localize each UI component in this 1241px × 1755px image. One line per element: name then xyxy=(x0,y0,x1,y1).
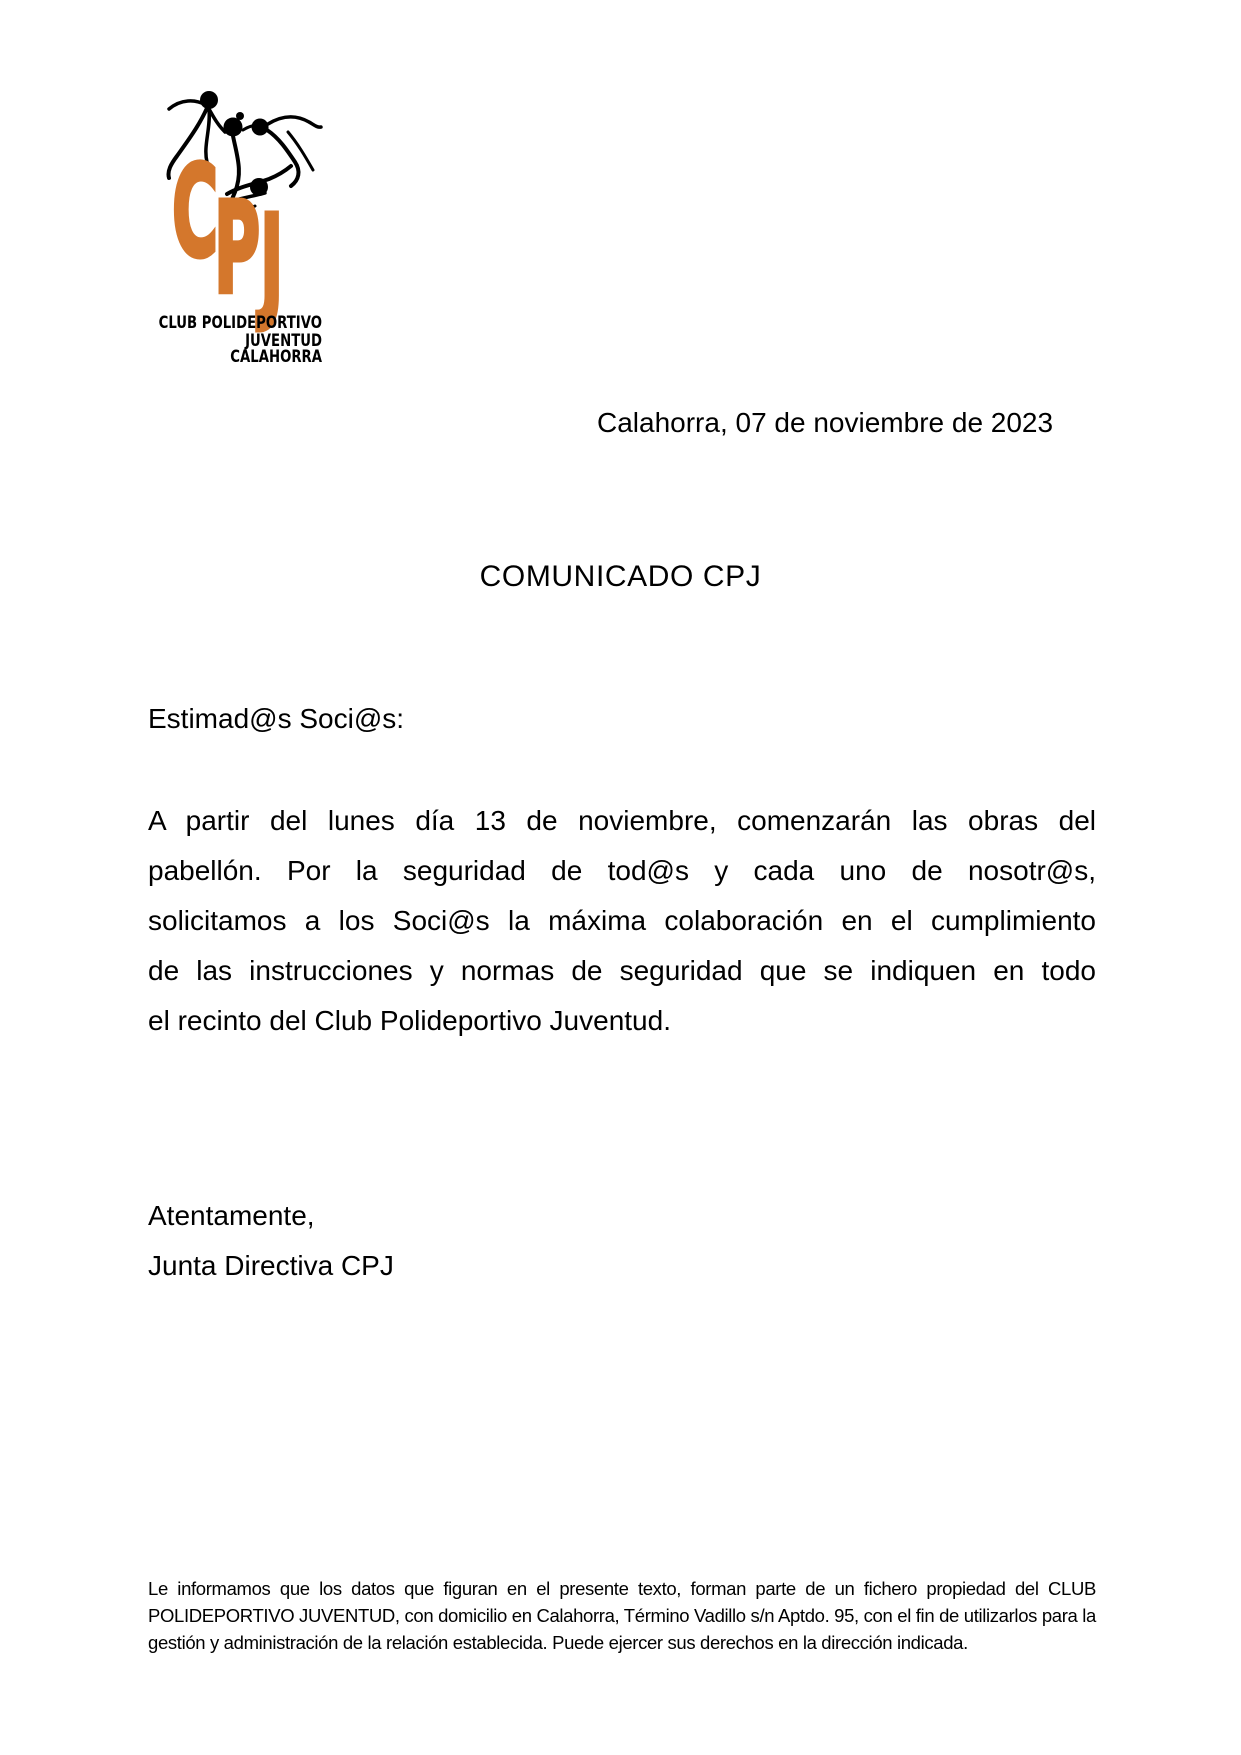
logo-caption-line: JUVENTUD xyxy=(245,330,322,351)
body-paragraph xyxy=(148,796,1096,1046)
body-line: pabellón. Por la seguridad de tod@s y cada uno de nosotr@s, xyxy=(148,855,1096,886)
figure-head-icon xyxy=(224,118,243,137)
body-line: el recinto del Club Polideportivo Juventud. xyxy=(148,1005,671,1036)
logo-letter-j: J xyxy=(260,189,284,336)
cpj-letters xyxy=(172,140,283,335)
body-line: solicitamos a los Soci@s la máxima colaboración en el cumplimiento xyxy=(148,905,1096,936)
closing-block xyxy=(148,1191,394,1291)
body-line: A partir del lunes día 13 de noviembre, comenzarán las obras del xyxy=(148,805,1096,836)
signature: Junta Directiva CPJ xyxy=(148,1250,394,1281)
logo-caption-line: CLUB POLIDEPORTIVO xyxy=(158,312,322,333)
letter-title: COMUNICADO CPJ xyxy=(479,560,762,593)
body-line: de las instrucciones y normas de seguridad que se indiquen en todo xyxy=(148,955,1096,986)
logo-caption-block xyxy=(159,312,323,366)
date-line: Calahorra, 07 de noviembre de 2023 xyxy=(597,407,1054,438)
cpj-logo xyxy=(133,72,333,372)
salutation: Estimad@s Soci@s: xyxy=(148,703,405,734)
logo-caption-line: CALAHORRA xyxy=(230,346,322,367)
logo-letter-c: C xyxy=(172,139,219,286)
logo-letter-p: P xyxy=(214,176,261,323)
figure-head-icon xyxy=(200,91,218,109)
footer-disclaimer: Le informamos que los datos que figuran en el presente texto, forman parte de un fichero propiedad del CLUB POLIDEPORTIVO JUVENTUD, con domicilio en Calahorra, Término Vadillo s/n Aptdo. 95, con el fin de utilizarlos para la gestión y administración de la relación establecida. Puede ejercer sus derechos en la dirección indicada. xyxy=(148,1578,1096,1653)
closing: Atentamente, xyxy=(148,1200,315,1231)
